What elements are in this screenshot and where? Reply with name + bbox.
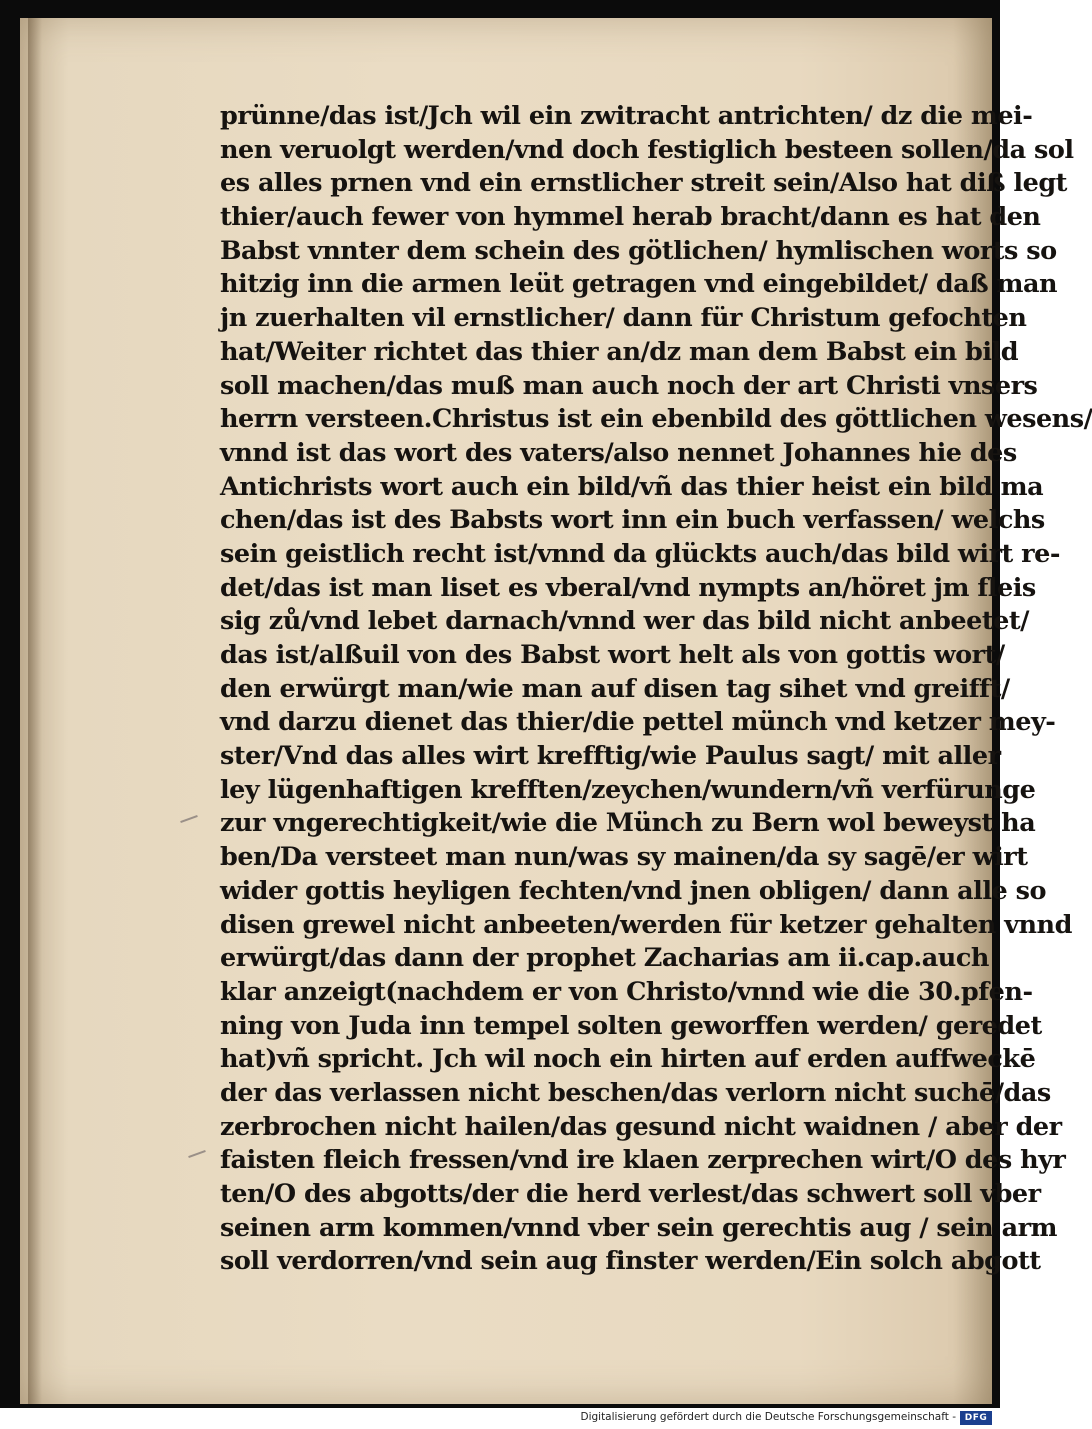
text-line: wider gottis heyligen fechten/vnd jnen obligen/ dann alle so — [220, 875, 1047, 906]
text-line: ten/O des abgotts/der die herd verlest/das schwert soll vber — [220, 1179, 1041, 1209]
text-line: sein geistlich recht ist/vnnd da glückts auch/das bild wirt re- — [220, 538, 1060, 569]
text-line: thier/auch fewer von hymmel herab bracht/dann es hat den — [220, 202, 1041, 233]
dfg-logo[interactable]: DFG — [960, 1411, 992, 1425]
text-line: nen veruolgt werden/vnd doch festiglich besteen sollen/da sol — [220, 134, 1074, 165]
text-line: zur vngerechtigkeit/wie die Münch zu Bern wol beweyst ha — [220, 808, 1036, 839]
text-line: faisten fleich fressen/vnd ire klaen zerprechen wirt/O des hyr — [220, 1145, 1066, 1176]
text-line: herrn versteen.Christus ist ein ebenbild des göttlichen wesens/ — [220, 404, 1092, 435]
text-line: disen grewel nicht anbeeten/werden für ketzer gehalten vnnd — [220, 909, 1072, 940]
text-line: den erwürgt man/wie man auf disen tag sihet vnd greifft/ — [220, 673, 1010, 704]
text-line: ster/Vnd das alles wirt krefftig/wie Paulus sagt/ mit aller — [220, 741, 1001, 772]
text-line: es alles prnen vnd ein ernstlicher streit sein/Also hat diß legt — [220, 168, 1067, 199]
text-line: zerbrochen nicht hailen/das gesund nicht waidnen / aber der — [220, 1111, 1062, 1142]
text-line: Babst vnnter dem schein des götlichen/ hymlischen worts so — [220, 235, 1057, 266]
text-line: det/das ist man liset es vberal/vnd nympts an/höret jm fleis — [220, 572, 1036, 603]
footer-bar — [0, 1408, 1000, 1429]
text-line: seinen arm kommen/vnnd vber sein gerechtis aug / sein arm — [220, 1212, 1058, 1243]
page-text — [220, 100, 1092, 1279]
text-line: hitzig inn die armen leüt getragen vnd eingebildet/ daß man — [220, 269, 1058, 300]
text-line: der das verlassen nicht beschen/das verlorn nicht suchē/das — [220, 1077, 1051, 1108]
margin-mark — [188, 1150, 206, 1158]
text-line: das ist/alßuil von des Babst wort helt als von gottis wort/ — [220, 640, 1005, 670]
text-line: prünne/das ist/Jch wil ein zwitracht antrichten/ dz die mei- — [220, 101, 1033, 131]
text-line: jn zuerhalten vil ernstlicher/ dann für Christum gefochten — [220, 303, 1027, 334]
text-line: Antichrists wort auch ein bild/vñ das thier heist ein bild ma — [220, 471, 1044, 502]
text-line: hat/Weiter richtet das thier an/dz man dem Babst ein bild — [220, 336, 1019, 367]
text-line: vnd darzu dienet das thier/die pettel münch vnd ketzer mey- — [220, 707, 1056, 738]
text-line: ben/Da versteet man nun/was sy mainen/da sy sagē/er wirt — [220, 842, 1028, 873]
footer-credit: Digitalisierung gefördert durch die Deutsche Forschungsgemeinschaft - — [580, 1411, 956, 1423]
text-line: hat)vñ spricht. Jch wil noch ein hirten auf erden auffweckē — [220, 1044, 1036, 1075]
text-line: erwürgt/das dann der prophet Zacharias am ii.cap.auch — [220, 943, 989, 974]
text-line: soll verdorren/vnd sein aug finster werden/Ein solch abgott — [220, 1246, 1041, 1277]
text-line: klar anzeigt(nachdem er von Christo/vnnd wie die 30.pfen- — [220, 976, 1033, 1007]
text-line: vnnd ist das wort des vaters/also nennet Johannes hie des — [220, 437, 1017, 468]
text-line: ning von Juda inn tempel solten geworffen werden/ geredet — [220, 1010, 1042, 1041]
text-line: soll machen/das muß man auch noch der art Christi vnsers — [220, 370, 1038, 401]
text-line: chen/das ist des Babsts wort inn ein buch verfassen/ welchs — [220, 505, 1045, 536]
margin-mark — [180, 815, 198, 823]
text-line: sig zů/vnd lebet darnach/vnnd wer das bild nicht anbeetet/ — [220, 606, 1029, 637]
text-line: ley lügenhaftigen krefften/zeychen/wundern/vñ verfürunge — [220, 774, 1036, 805]
